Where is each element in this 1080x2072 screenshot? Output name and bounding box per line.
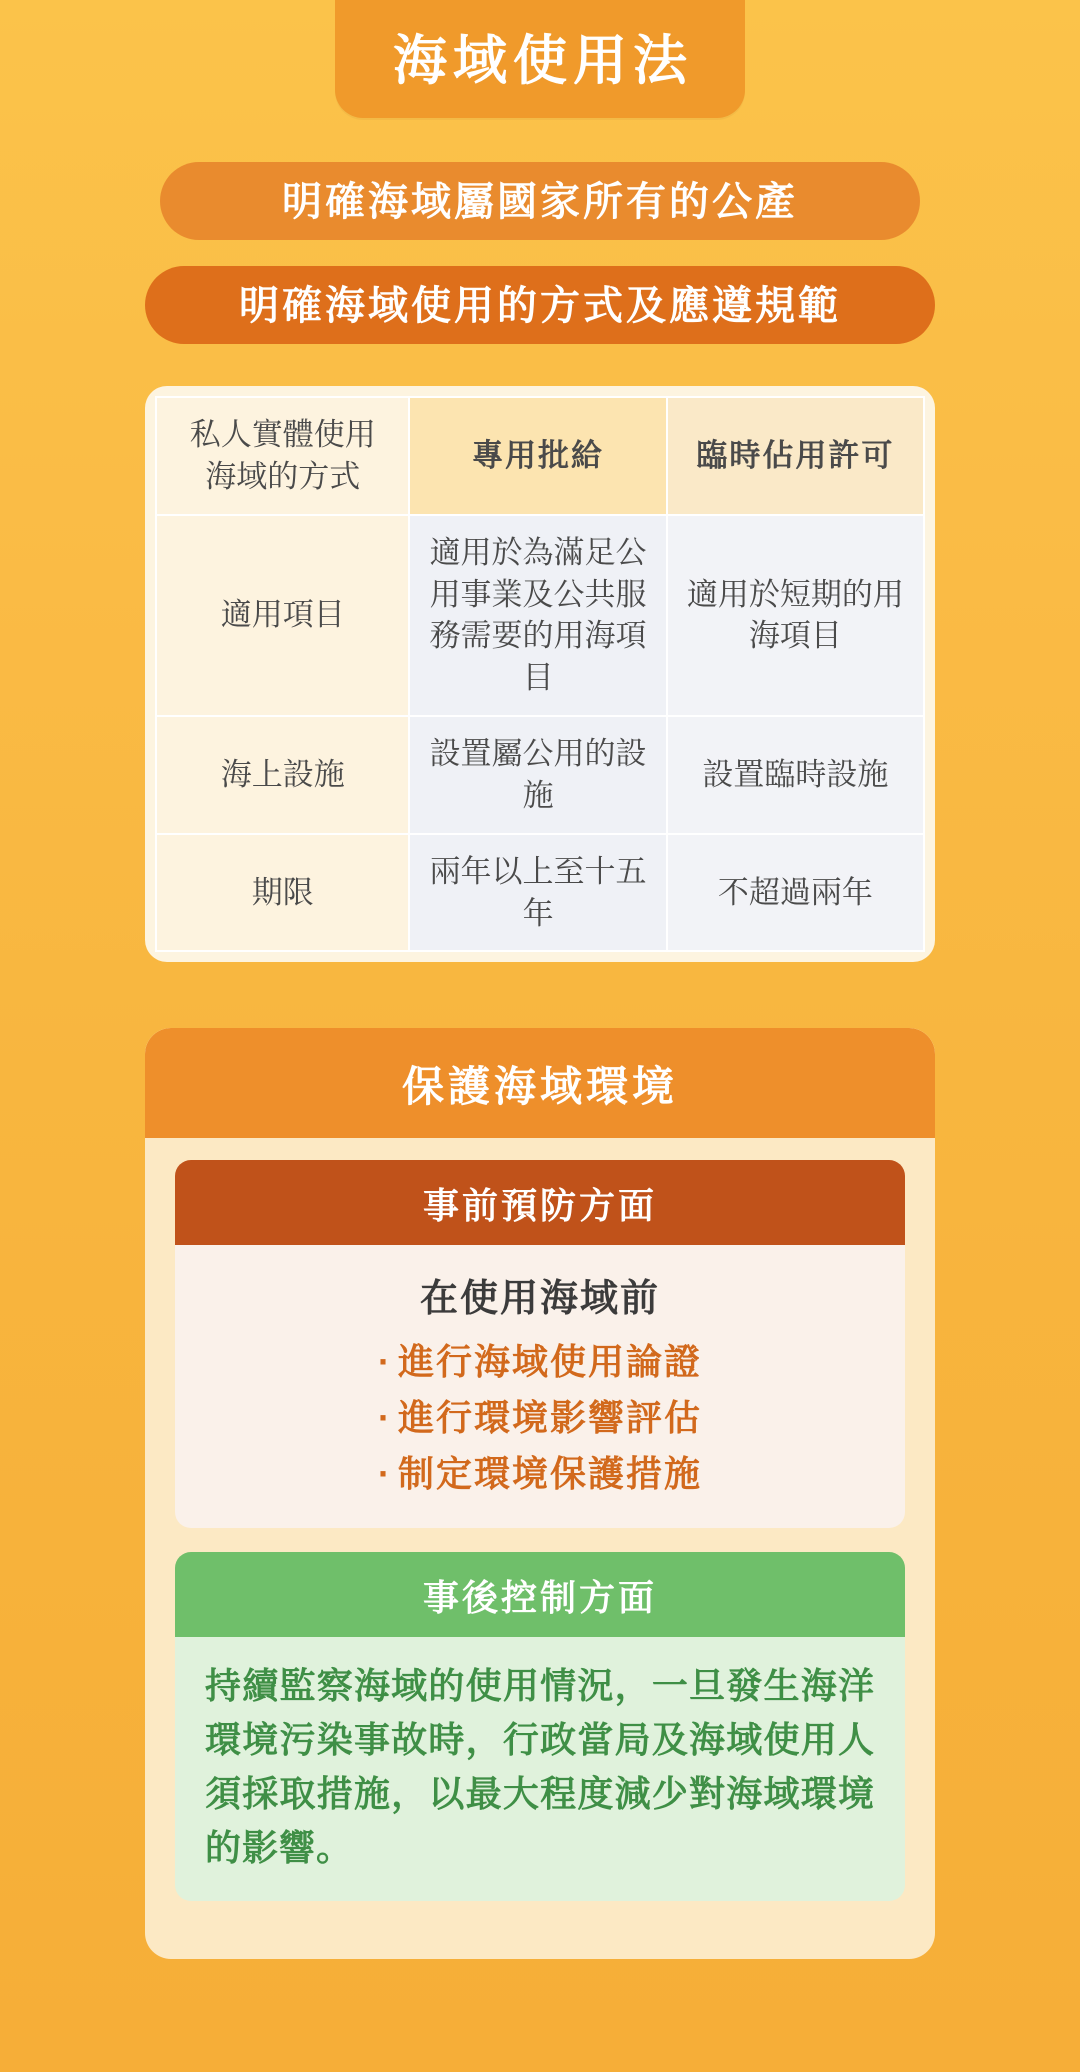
statement-pill-2: 明確海域使用的方式及應遵規範 (145, 266, 935, 344)
table-header-row (156, 397, 924, 515)
table-row-label: 適用項目 (156, 515, 409, 716)
page-title: 海域使用法 (335, 0, 745, 118)
table-row-label: 期限 (156, 834, 409, 952)
list-item: · 進行海域使用論證 (205, 1334, 875, 1390)
table-row-label: 海上設施 (156, 716, 409, 834)
table-header-column-b: 臨時佔用許可 (667, 397, 924, 515)
prevention-body (175, 1245, 905, 1527)
control-heading: 事後控制方面 (175, 1552, 905, 1637)
prevention-heading: 事前預防方面 (175, 1160, 905, 1245)
table-cell-b: 設置臨時設施 (667, 716, 924, 834)
environment-heading: 保護海域環境 (145, 1028, 935, 1138)
table-corner-label (156, 397, 409, 515)
table-cell-b: 不超過兩年 (667, 834, 924, 952)
statement-pill-1: 明確海域屬國家所有的公產 (160, 162, 920, 240)
table-cell-a: 兩年以上至十五年 (409, 834, 666, 952)
table-corner-label-line1: 私人實體使用 (189, 417, 376, 452)
environment-body (145, 1138, 935, 1958)
table-row (156, 716, 924, 834)
table-corner-label-line2: 海域的方式 (205, 458, 361, 494)
prevention-lead: 在使用海域前 (419, 1278, 660, 1321)
title-container (96, 0, 984, 118)
table-cell-b: 適用於短期的用海項目 (667, 515, 924, 716)
table-row (156, 834, 924, 952)
control-paragraph: 持續監察海域的使用情況，一旦發生海洋環境污染事故時，行政當局及海域使用人須採取措施，以最大程度減少對海域環境的影響。 (205, 1664, 875, 1868)
usage-comparison-table (145, 386, 935, 962)
table-cell-a: 設置屬公用的設施 (409, 716, 666, 834)
list-item: · 進行環境影響評估 (205, 1390, 875, 1446)
table-header-column-a: 專用批給 (409, 397, 666, 515)
table-cell-a: 適用於為滿足公用事業及公共服務需要的用海項目 (409, 515, 666, 716)
control-card (175, 1552, 905, 1901)
list-item: · 制定環境保護措施 (205, 1446, 875, 1502)
prevention-bullet-list (205, 1334, 875, 1501)
prevention-card (175, 1160, 905, 1527)
environment-section (145, 1028, 935, 1958)
control-body (175, 1637, 905, 1901)
table-row (156, 515, 924, 716)
